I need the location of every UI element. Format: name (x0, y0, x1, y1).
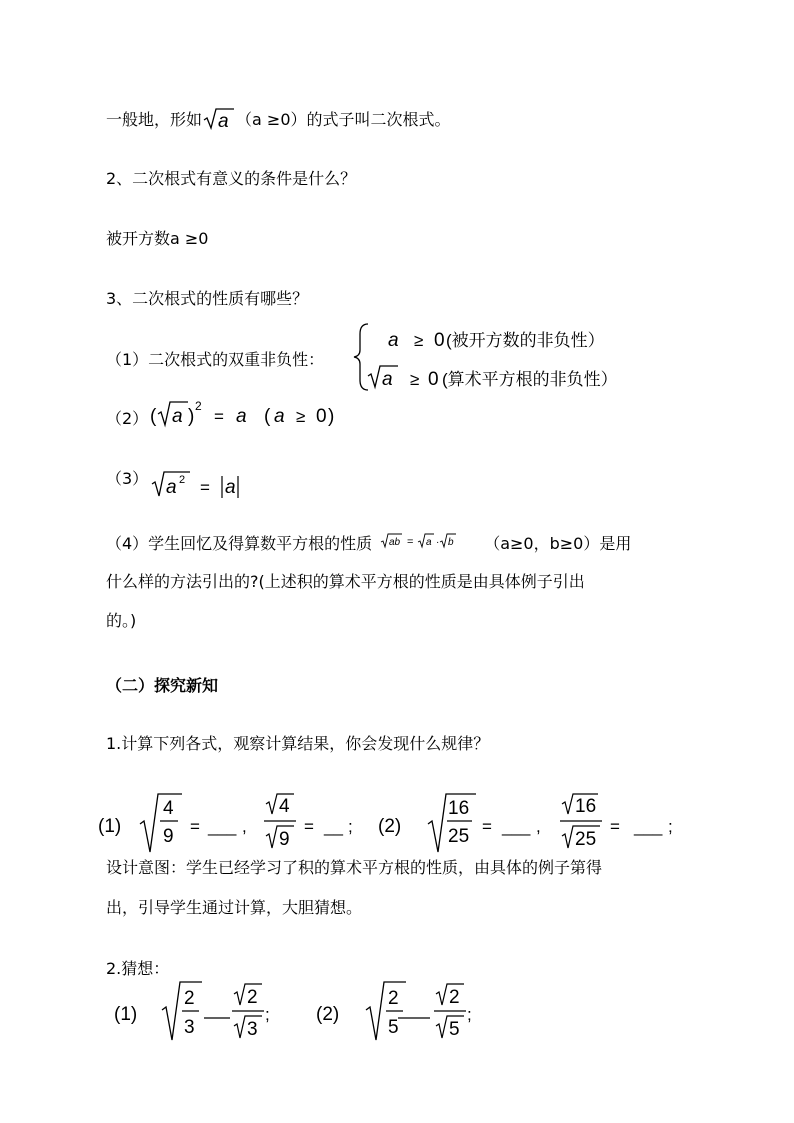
property-3-formula (148, 466, 258, 502)
svg-text:(1): (1) (98, 816, 122, 837)
svg-text:=: = (482, 817, 492, 836)
svg-text:,: , (242, 817, 247, 836)
property-2-formula (148, 398, 348, 432)
svg-text:(1): (1) (114, 1004, 138, 1025)
svg-text:2: 2 (195, 399, 202, 413)
property-4-line-3: 的。) (106, 611, 137, 630)
example-1-formulas (96, 790, 696, 860)
svg-text:b: b (448, 537, 454, 548)
svg-text:9: 9 (279, 829, 290, 850)
svg-text:;: ; (348, 817, 353, 836)
svg-text:___: ___ (502, 817, 531, 836)
svg-text:0: 0 (316, 406, 327, 427)
sqrt-a-formula (202, 106, 236, 132)
svg-text:;: ; (668, 817, 673, 836)
property-1-line-a (384, 324, 674, 354)
svg-text:16: 16 (575, 796, 597, 817)
svg-text:≥: ≥ (296, 407, 306, 426)
svg-text:(: ( (264, 406, 271, 427)
definition-post: （a ≥0）的式子叫二次根式。 (236, 110, 451, 129)
svg-text:0: 0 (434, 330, 445, 351)
property-1-line-b (366, 361, 676, 391)
question-2: 2、二次根式有意义的条件是什么？ (106, 169, 357, 188)
question-3: 3、二次根式的性质有哪些？ (106, 289, 309, 308)
svg-text:2: 2 (247, 987, 258, 1008)
svg-text:=: = (304, 817, 314, 836)
svg-text:(算术平方根的非负性）: (算术平方根的非负性） (442, 370, 618, 389)
svg-text:a: a (236, 406, 247, 427)
svg-text:a: a (166, 477, 177, 498)
property-2-label: （2） (106, 409, 149, 428)
svg-text:·: · (436, 537, 440, 548)
svg-text:=: = (214, 407, 224, 426)
svg-text:2: 2 (388, 988, 399, 1009)
svg-text:4: 4 (279, 796, 290, 817)
svg-text:25: 25 (448, 826, 470, 847)
svg-text:ab: ab (389, 537, 401, 548)
example-2-formulas (112, 978, 532, 1048)
svg-text:;: ; (265, 1005, 270, 1024)
svg-text:(2): (2) (378, 816, 402, 837)
svg-text:2: 2 (179, 474, 186, 486)
svg-text:(: ( (150, 406, 157, 427)
svg-text:16: 16 (448, 798, 470, 819)
svg-text:): ) (328, 406, 335, 427)
property-1-label: （1）二次根式的双重非负性： (106, 350, 325, 369)
answer-2: 被开方数a ≥0 (106, 229, 209, 248)
svg-text:___: ___ (208, 817, 237, 836)
svg-text:a: a (172, 406, 183, 427)
svg-text:a: a (426, 537, 432, 548)
property-4-line-2: 什么样的方法引出的?(上述积的算术平方根的性质是由具体例子引出 (106, 572, 585, 591)
svg-text:;: ; (467, 1005, 472, 1024)
svg-text:2: 2 (184, 988, 195, 1009)
svg-text:=: = (610, 817, 620, 836)
svg-text:5: 5 (388, 1017, 399, 1038)
svg-text:=: = (200, 478, 210, 497)
svg-text:__: __ (324, 817, 343, 836)
property-3-label: （3） (106, 469, 149, 488)
svg-text:=: = (407, 536, 414, 548)
svg-text:): ) (188, 406, 195, 427)
svg-text:5: 5 (449, 1019, 460, 1040)
svg-text:2: 2 (449, 987, 460, 1008)
property-4-line-1: （4）学生回忆及得算数平方根的性质 ab = a · b （a≥0，b≥0）是用 (106, 530, 631, 557)
definition-pre: 一般地，形如 (106, 110, 203, 129)
design-intent-line-2: 出，引导学生通过计算，大胆猜想。 (106, 898, 363, 917)
svg-text:,: , (536, 817, 541, 836)
svg-text:25: 25 (575, 829, 597, 850)
sqrt-a-var: a (218, 111, 229, 132)
svg-text:3: 3 (247, 1019, 258, 1040)
svg-text:4: 4 (163, 798, 174, 819)
svg-text:(被开方数的非负性）: (被开方数的非负性） (446, 331, 605, 350)
svg-text:0: 0 (428, 369, 439, 390)
svg-text:a: a (388, 330, 399, 351)
svg-text:3: 3 (184, 1017, 195, 1038)
svg-text:(2): (2) (316, 1004, 340, 1025)
svg-text:≥: ≥ (414, 331, 424, 350)
svg-text:=: = (190, 817, 200, 836)
svg-text:a: a (225, 477, 236, 498)
task-1: 1.计算下列各式，观察计算结果，你会发现什么规律？ (106, 734, 490, 753)
svg-text:___: ___ (634, 817, 663, 836)
svg-text:≥: ≥ (410, 370, 420, 389)
svg-text:9: 9 (163, 826, 174, 847)
svg-text:a: a (382, 369, 393, 390)
definition-line (106, 106, 451, 133)
design-intent-line-1: 设计意图：学生已经学习了积的算术平方根的性质，由具体的例子第得 (106, 858, 603, 877)
task-2: 2.猜想： (106, 959, 170, 978)
section-heading: （二）探究新知 (106, 676, 219, 695)
svg-text:a: a (274, 406, 285, 427)
product-sqrt-formula (380, 530, 470, 552)
